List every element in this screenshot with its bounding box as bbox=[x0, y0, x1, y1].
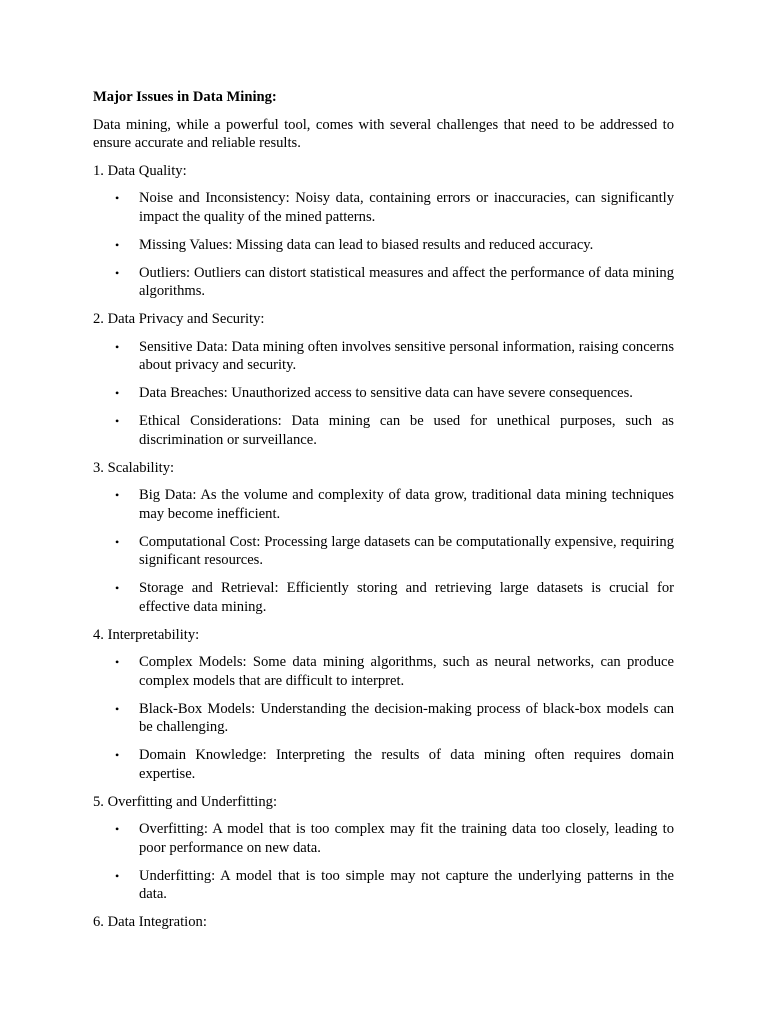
bullet-icon: • bbox=[115, 655, 120, 669]
list-item bbox=[93, 653, 674, 690]
list-item-text: Data Breaches: Unauthorized access to sensitive data can have severe consequences. bbox=[139, 385, 633, 401]
bullet-icon: • bbox=[115, 822, 120, 836]
bullet-icon: • bbox=[115, 868, 120, 883]
document-title: Major Issues in Data Mining: bbox=[93, 89, 277, 105]
section-heading: 1. Data Quality: bbox=[93, 162, 187, 179]
bullet-list bbox=[93, 653, 674, 783]
list-item bbox=[93, 820, 674, 857]
list-item-text: Complex Models: Some data mining algorithms, such as neural networks, can produce complex models that are difficult to interpret. bbox=[139, 654, 674, 689]
bullet-list bbox=[93, 820, 674, 904]
list-item bbox=[93, 867, 674, 904]
section-scalability bbox=[93, 459, 674, 617]
section-overfitting bbox=[93, 793, 674, 904]
intro-paragraph: Data mining, while a powerful tool, comes with several challenges that need to be addressed to ensure accurate and reliable results. bbox=[93, 116, 674, 151]
list-item-text: Storage and Retrieval: Efficiently storing and retrieving large datasets is crucial for effective data mining. bbox=[139, 580, 674, 615]
section-heading: 5. Overfitting and Underfitting: bbox=[93, 793, 278, 810]
bullet-icon: • bbox=[115, 237, 120, 252]
bullet-icon: • bbox=[115, 265, 120, 280]
section-heading: 6. Data Integration: bbox=[93, 914, 207, 930]
list-item-text: Domain Knowledge: Interpreting the results of data mining often requires domain expertise. bbox=[139, 747, 674, 782]
list-item-text: Big Data: As the volume and complexity of data grow, traditional data mining techniques may become inefficient. bbox=[139, 487, 674, 522]
section-heading: 3. Scalability: bbox=[93, 459, 175, 476]
list-item bbox=[93, 700, 674, 737]
bullet-list bbox=[93, 486, 674, 616]
list-item bbox=[93, 486, 674, 523]
list-item bbox=[93, 338, 674, 375]
section-heading: 2. Data Privacy and Security: bbox=[93, 311, 265, 327]
section-heading: 4. Interpretability: bbox=[93, 626, 200, 643]
list-item bbox=[93, 236, 674, 255]
list-item-text: Computational Cost: Processing large datasets can be computationally expensive, requiring significant resources. bbox=[139, 533, 674, 568]
section-data-privacy bbox=[93, 310, 674, 449]
section-data-quality bbox=[93, 162, 674, 301]
list-item-text: Outliers: Outliers can distort statistical measures and affect the performance of data mining algorithms. bbox=[139, 264, 674, 299]
list-item bbox=[93, 746, 674, 783]
bullet-icon: • bbox=[115, 191, 120, 205]
list-item bbox=[93, 384, 674, 403]
bullet-icon: • bbox=[115, 534, 120, 549]
list-item-text: Black-Box Models: Understanding the decision-making process of black-box models can be challenging. bbox=[139, 700, 674, 735]
bullet-icon: • bbox=[115, 488, 120, 502]
section-interpretability bbox=[93, 626, 674, 784]
bullet-icon: • bbox=[115, 339, 120, 354]
list-item bbox=[93, 264, 674, 301]
list-item bbox=[93, 533, 674, 570]
list-item bbox=[93, 412, 674, 449]
list-item-text: Ethical Considerations: Data mining can be used for unethical purposes, such as discrimination or surveillance. bbox=[139, 413, 674, 448]
list-item-text: Overfitting: A model that is too complex may fit the training data too closely, leading to poor performance on new data. bbox=[139, 821, 674, 856]
list-item-text: Missing Values: Missing data can lead to biased results and reduced accuracy. bbox=[139, 236, 594, 253]
list-item bbox=[93, 579, 674, 616]
section-data-integration bbox=[93, 913, 674, 932]
document-page bbox=[93, 88, 674, 941]
bullet-icon: • bbox=[115, 701, 120, 716]
bullet-icon: • bbox=[115, 386, 120, 400]
list-item-text: Underfitting: A model that is too simple may not capture the underlying patterns in the data. bbox=[139, 867, 674, 902]
list-item bbox=[93, 189, 674, 226]
bullet-list bbox=[93, 189, 674, 301]
bullet-list bbox=[93, 338, 674, 450]
bullet-icon: • bbox=[115, 581, 120, 595]
bullet-icon: • bbox=[115, 414, 120, 428]
list-item-text: Sensitive Data: Data mining often involves sensitive personal information, raising concerns about privacy and security. bbox=[139, 338, 674, 373]
bullet-icon: • bbox=[115, 748, 120, 762]
list-item-text: Noise and Inconsistency: Noisy data, containing errors or inaccuracies, can significantly impact the quality of the mined patterns. bbox=[139, 190, 674, 225]
